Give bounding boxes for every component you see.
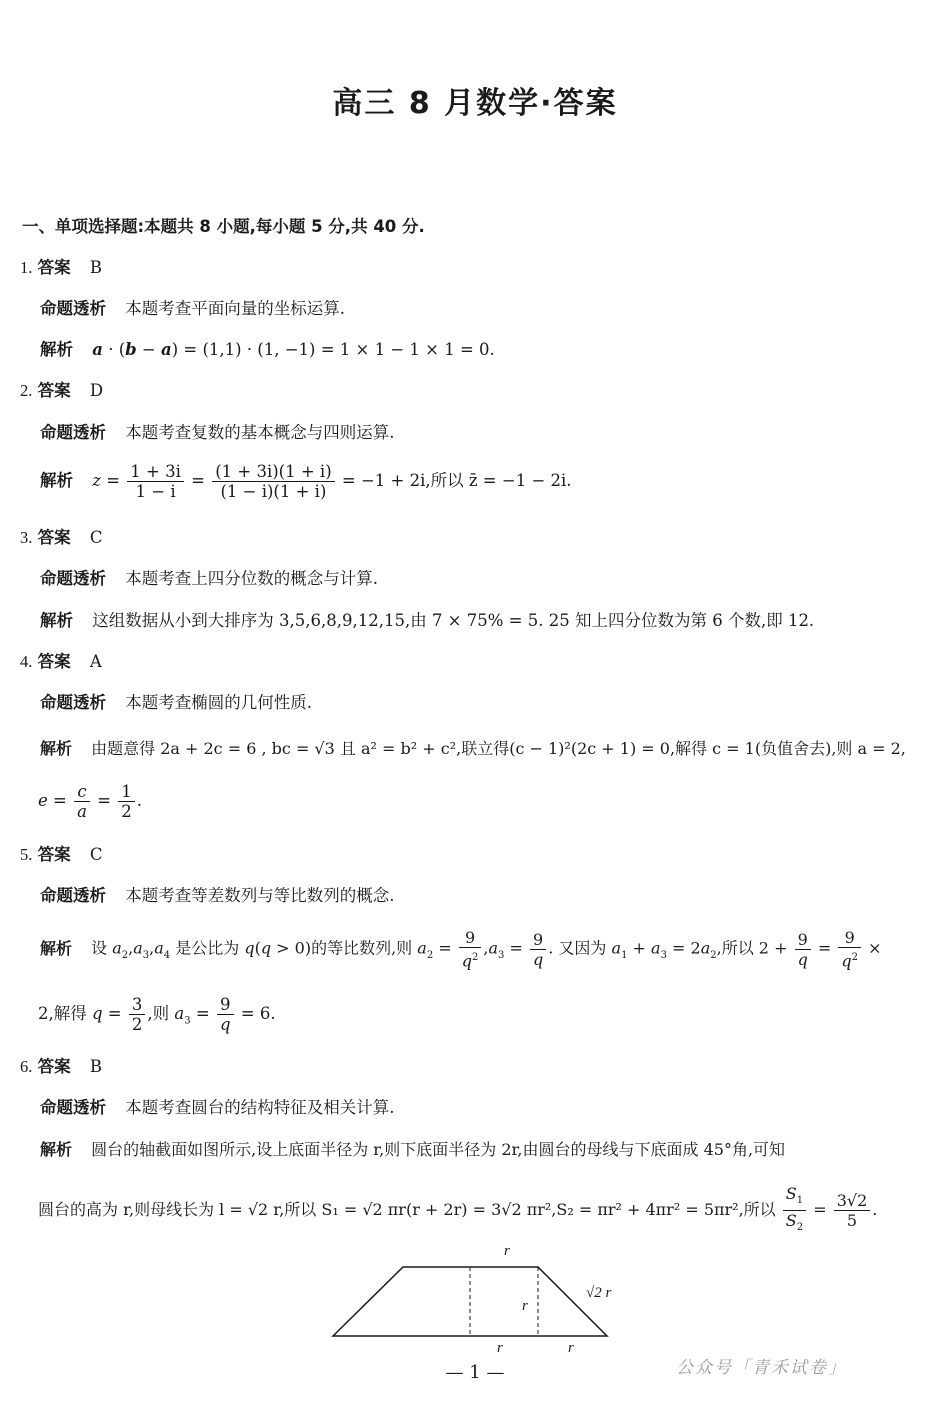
- q3-answer-line: 3. 答案 C: [20, 528, 103, 547]
- q2-answer: D: [89, 381, 104, 400]
- q1-purpose-line: 命题透析 本题考查平面向量的坐标运算.: [40, 299, 345, 318]
- q6-purpose-line: 命题透析 本题考查圆台的结构特征及相关计算.: [40, 1098, 395, 1117]
- q5-answer-line: 5. 答案 C: [20, 845, 103, 864]
- q3-analysis-line: 解析 这组数据从小到大排序为 3,5,6,8,9,12,15,由 7 × 75% = 5. 25 知上四分位数为第 6 个数,即 12.: [40, 611, 815, 630]
- q3-answer: C: [89, 528, 103, 547]
- q4-purpose-line: 命题透析 本题考查椭圆的几何性质.: [40, 693, 312, 712]
- label-bottom-left-r: r: [497, 1340, 503, 1356]
- q5-analysis-cont: 2,解得 q = $\frac{3}{2}$ ,则 $a_3$ = $\frac{9}{q}$ = 6.: [38, 995, 276, 1034]
- section-heading: 一、单项选择题:本题共 8 小题,每小题 5 分,共 40 分.: [22, 217, 425, 236]
- q2-answer-line: 2. 答案 D: [20, 381, 104, 400]
- q2-purpose-line: 命题透析 本题考查复数的基本概念与四则运算.: [40, 423, 395, 442]
- page-number: — 1 —: [445, 1362, 505, 1383]
- label-bottom-right-r: r: [568, 1340, 574, 1356]
- q1-analysis-line: 解析 a · (b − a) = (1,1) · (1, −1) = 1 × 1 − 1 × 1 = 0.: [40, 340, 495, 359]
- frustum-figure: [320, 1238, 630, 1356]
- q1-answer: B: [89, 258, 103, 277]
- q1-answer-line: 1. 答案 B: [20, 258, 103, 277]
- q6-analysis-cont: 圆台的高为 r,则母线长为 l = √2 r,所以 S₁ = √2 πr(r + 2r) = 3√2 πr²,S₂ = πr² + 4πr² = 5πr²,所以 $\frac{S_1}{S_2}$ = $\frac{3√2}{5}$ .: [38, 1184, 878, 1234]
- q4-analysis-line: 解析 由题意得 2a + 2c = 6 , bc = √3 且 a² = b² + c²,联立得(c − 1)²(2c + 1) = 0,解得 c = 1(负值舍去),则 a = 2,: [40, 739, 906, 758]
- q4-analysis-cont: e = $\frac{c}{a}$ = $\frac{1}{2}$ .: [38, 782, 143, 821]
- q4-answer: A: [89, 652, 102, 671]
- q4-answer-line: 4. 答案 A: [20, 652, 102, 671]
- page-title: 高三 8 月数学·答案: [332, 86, 618, 121]
- label-slant: √2 r: [586, 1285, 612, 1301]
- q6-answer-line: 6. 答案 B: [20, 1057, 103, 1076]
- q5-answer: C: [89, 845, 103, 864]
- q5-purpose-line: 命题透析 本题考查等差数列与等比数列的概念.: [40, 886, 395, 905]
- q6-answer: B: [89, 1057, 103, 1076]
- q2-analysis-line: 解析 z = $\frac{1 + 3i}{1 - i}$ = $\frac{(1 + 3i)(1 + i)}{(1 - i)(1 + i)}$ = −1 + 2i,所以 z̄ = −1 − 2i.: [40, 462, 572, 501]
- q6-analysis-line: 解析 圆台的轴截面如图所示,设上底面半径为 r,则下底面半径为 2r,由圆台的母线与下底面成 45°角,可知: [40, 1140, 786, 1159]
- q3-purpose-line: 命题透析 本题考查上四分位数的概念与计算.: [40, 569, 378, 588]
- label-height-r: r: [522, 1298, 528, 1314]
- label-top-r: r: [504, 1243, 510, 1259]
- q5-analysis-line: 解析 设 $a_2,a_3,a_4$ 是公比为 q(q > 0)的等比数列,则 $a_2$ = $\frac{9}{q^2}$ $,a_3$ = $\frac{9}{q}$ . 又因为 $a_1 + a_3 = 2a_2$,所以 2 + $\frac{9}{q}$ = $\frac{9}{q^2}$ ×: [40, 928, 882, 971]
- watermark: 公众号「青禾试卷」: [676, 1358, 847, 1378]
